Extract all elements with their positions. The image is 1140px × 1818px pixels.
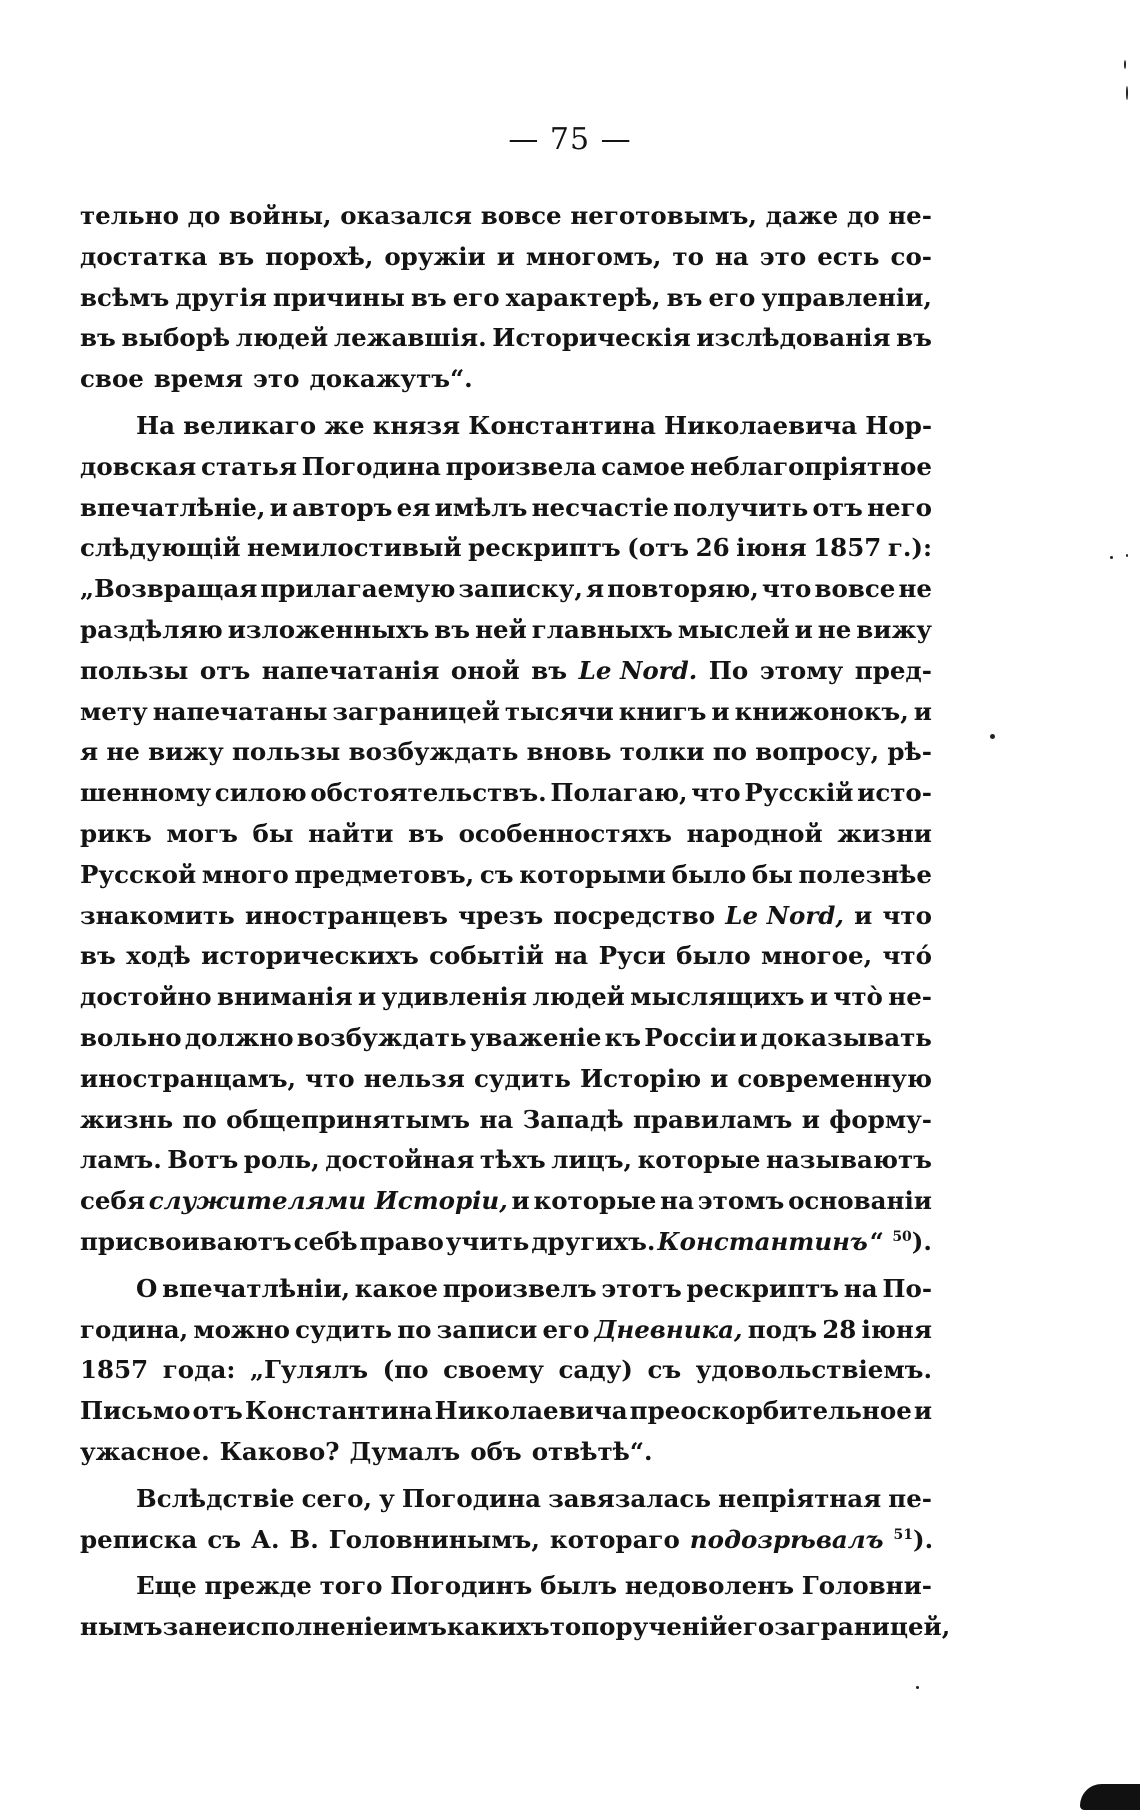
text-line: жизнь по общепринятымъ на Западѣ правиламъ и форму- <box>80 1104 932 1134</box>
text-line: „Возвращая прилагаемую записку, я повторяю, что вовсе не <box>80 574 932 604</box>
body-text <box>80 196 951 1648</box>
text-line: себя служителями Исторіи, и которые на этомъ основаніи <box>80 1181 932 1222</box>
text-line: всѣмъ другія причины въ его характерѣ, въ его управленіи, <box>80 282 932 312</box>
text-line: довская статья Погодина произвела самое неблагопріятное <box>80 451 932 481</box>
text-line: На великаго же князя Константина Николаевича Нор- <box>136 410 932 440</box>
text-line: пользы отъ напечатанія оной въ Le Nord. По этому пред- <box>80 651 932 692</box>
text-line: ламъ. Вотъ роль, достойная тѣхъ лицъ, которые называютъ <box>80 1145 932 1175</box>
text-line: нымъ за неисполненіе имъ какихъ то порученій его за границей, <box>80 1612 951 1642</box>
text-line: впечатлѣніе, и авторъ ея имѣлъ несчастіе получить отъ него <box>80 492 932 522</box>
signature-name: Константинъ <box>657 1226 868 1256</box>
newspaper-title: Le Nord. <box>578 655 698 685</box>
text-line: ужасное. Каково? Думалъ объ отвѣтѣ“. <box>80 1436 653 1466</box>
text-line: Письмо отъ Константина Николаевича преоскорбительное и <box>80 1396 932 1426</box>
italic-word: подозрѣвалъ <box>689 1524 884 1554</box>
italic-phrase: служителями Исторіи, <box>148 1186 508 1216</box>
text-line: шенному силою обстоятельствъ. Полагаю, что Русскій исто- <box>80 778 932 808</box>
text-line: раздѣляю изложенныхъ въ ней главныхъ мыслей и не вижу <box>80 614 932 644</box>
text-line: година, можно судить по записи его Дневника, подъ 28 іюня <box>80 1310 932 1351</box>
text-line: тельно до войны, оказался вовсе неготовымъ, даже до не- <box>80 201 932 230</box>
text-line: я не вижу пользы возбуждать вновь толки по вопросу, рѣ- <box>80 737 932 767</box>
text-line: Вслѣдствіе сего, у Погодина завязалась непріятная пе- <box>136 1483 932 1513</box>
page-number: — 75 — <box>508 122 632 157</box>
scan-speck <box>1124 60 1126 69</box>
text-line: достойно вниманія и удивленія людей мыслящихъ и чтò не- <box>80 982 932 1012</box>
text-line: знакомить иностранцевъ чрезъ посредство Le Nord, и что <box>80 896 932 937</box>
text-line: Еще прежде того Погодинъ былъ недоволенъ Головни- <box>136 1571 932 1601</box>
text-line: Русской много предметовъ, съ которыми было бы полезнѣе <box>80 859 932 889</box>
text-line: свое время это докажутъ“. <box>80 364 473 394</box>
scan-speck <box>1126 554 1128 557</box>
text-line: въ ходѣ историческихъ событій на Руси было многое, чтó <box>80 941 932 971</box>
text-line: достатка въ порохѣ, оружіи и многомъ, то на это есть со- <box>80 241 932 271</box>
diary-title: Дневника, <box>594 1314 743 1344</box>
footnote-ref: 50 <box>892 1228 912 1245</box>
scan-speck <box>1126 86 1128 100</box>
text-line: 1857 года: „Гулялъ (по своему саду) съ удовольствіемъ. <box>80 1355 932 1385</box>
text-line: въ выборѣ людей лежавшія. Историческія изслѣдованія въ <box>80 323 932 353</box>
text-line: мету напечатаны заграницей тысячи книгъ и книжонокъ, и <box>80 696 932 726</box>
text-line: рикъ могъ бы найти въ особенностяхъ народной жизни <box>80 818 932 848</box>
scan-speck <box>916 1686 919 1689</box>
text-line: О впечатлѣніи, какое произвелъ этотъ рескриптъ на По- <box>136 1273 932 1303</box>
scan-speck <box>990 734 995 739</box>
text-line: слѣдующій немилостивый рескриптъ (отъ 26 іюня 1857 г.): <box>80 533 932 563</box>
scan-speck <box>1110 556 1113 559</box>
scan-corner-mark <box>1080 1784 1140 1810</box>
text-line: присвоиваютъ себѣ право учить другихъ. Константинъ “ $^{50}$). <box>80 1222 932 1263</box>
newspaper-title: Le Nord, <box>725 900 844 930</box>
text-line: реписка съ А. В. Головнинымъ, котораго подозрѣвалъ $^{51}$). <box>80 1520 932 1561</box>
footnote-ref: 51 <box>893 1526 914 1543</box>
text-line: вольно должно возбуждать уваженіе къ Россіи и доказывать <box>80 1022 932 1052</box>
text-line: иностранцамъ, что нельзя судить Исторію и современную <box>80 1063 932 1093</box>
